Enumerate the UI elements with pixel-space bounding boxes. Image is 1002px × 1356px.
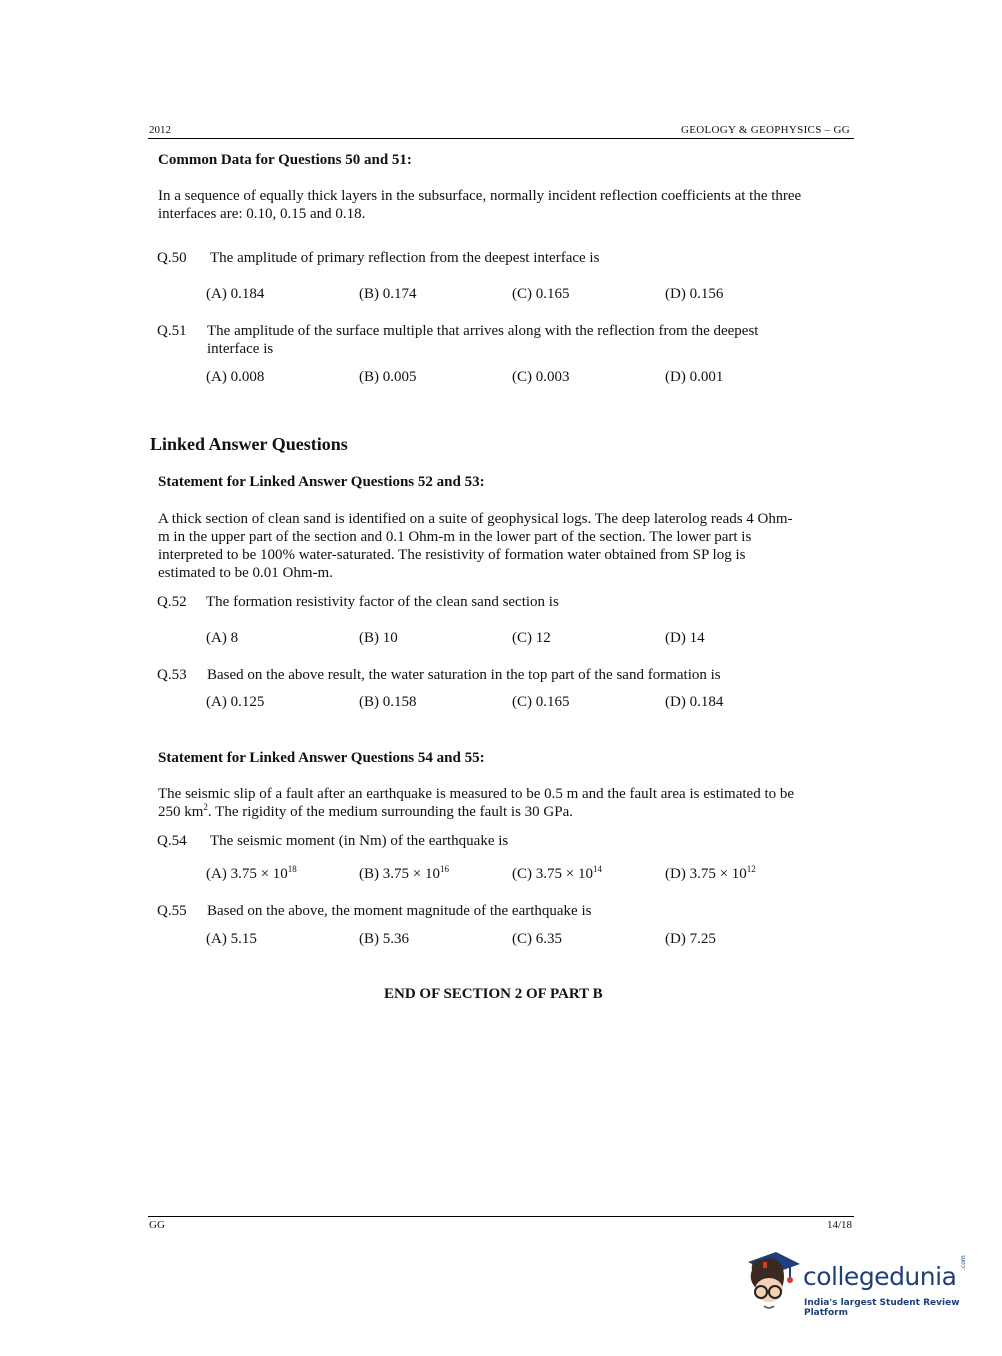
q53-option-d: (D) 0.184 [665, 694, 724, 710]
q54-option-d [665, 866, 756, 883]
q55-text: Based on the above, the moment magnitude of the earthquake is [207, 903, 592, 919]
common-data-line2: interfaces are: 0.10, 0.15 and 0.18. [158, 206, 366, 222]
q50-text: The amplitude of primary reflection from the deepest interface is [210, 250, 600, 266]
q50-number: Q.50 [157, 250, 187, 266]
q50-option-a: (A) 0.184 [206, 286, 265, 302]
logo-suffix: .com [960, 1255, 967, 1270]
q50-option-d: (D) 0.156 [665, 286, 724, 302]
footer-code: GG [149, 1219, 165, 1231]
q52-option-b: (B) 10 [359, 630, 398, 646]
q53-option-b: (B) 0.158 [359, 694, 417, 710]
q55-option-a: (A) 5.15 [206, 931, 257, 947]
line2-part-a: 250 km [158, 804, 204, 820]
q50-option-c: (C) 0.165 [512, 286, 570, 302]
q54-option-a-base: (A) 3.75 × 10 [206, 866, 288, 882]
statement-52-53-line3: interpreted to be 100% water-saturated. The resistivity of formation water obtained from SP log is [158, 547, 746, 563]
common-data-line1: In a sequence of equally thick layers in the subsurface, normally incident reflection coefficients at the three [158, 188, 802, 204]
superscript-2: 2 [203, 802, 208, 812]
q52-text: The formation resistivity factor of the clean sand section is [206, 594, 559, 610]
q51-line1: The amplitude of the surface multiple that arrives along with the reflection from the deepest [207, 323, 759, 339]
header-rule [148, 138, 854, 139]
statement-54-55-line2 [158, 803, 573, 821]
q51-line2: interface is [207, 341, 274, 357]
q51-option-c: (C) 0.003 [512, 369, 570, 385]
q53-number: Q.53 [157, 667, 187, 683]
logo-tagline: India's largest Student Review Platform [804, 1298, 960, 1318]
q55-option-d: (D) 7.25 [665, 931, 716, 947]
common-data-title: Common Data for Questions 50 and 51: [158, 152, 412, 168]
statement-52-53-line1: A thick section of clean sand is identified on a suite of geophysical logs. The deep laterolog reads 4 Ohm- [158, 511, 793, 527]
q53-option-a: (A) 0.125 [206, 694, 265, 710]
q50-option-b: (B) 0.174 [359, 286, 417, 302]
q53-option-c: (C) 0.165 [512, 694, 570, 710]
q54-option-b-base: (B) 3.75 × 10 [359, 866, 440, 882]
statement-54-55-title: Statement for Linked Answer Questions 54 and 55: [158, 750, 485, 766]
q53-text: Based on the above result, the water saturation in the top part of the sand formation is [207, 667, 721, 683]
q51-number: Q.51 [157, 323, 187, 339]
q54-option-c-exp: 14 [592, 864, 602, 874]
q51-option-d: (D) 0.001 [665, 369, 724, 385]
collegedunia-mascot-icon [742, 1248, 804, 1310]
q54-option-a [206, 866, 297, 883]
q55-number: Q.55 [157, 903, 187, 919]
linked-answer-heading: Linked Answer Questions [150, 434, 348, 454]
q54-option-d-exp: 12 [746, 864, 756, 874]
header-subject: GEOLOGY & GEOPHYSICS – GG [680, 124, 850, 136]
q52-option-c: (C) 12 [512, 630, 551, 646]
statement-52-53-line2: m in the upper part of the section and 0.1 Ohm-m in the lower part of the section. The lower part is [158, 529, 752, 545]
q54-option-a-exp: 18 [287, 864, 297, 874]
q55-option-c: (C) 6.35 [512, 931, 562, 947]
q54-option-d-base: (D) 3.75 × 10 [665, 866, 747, 882]
footer-page: 14/18 [826, 1219, 852, 1231]
logo-wordmark: collegedunia [803, 1262, 957, 1291]
q52-number: Q.52 [157, 594, 187, 610]
q54-option-c [512, 866, 602, 883]
footer-rule [148, 1216, 854, 1217]
q54-text: The seismic moment (in Nm) of the earthquake is [210, 833, 509, 849]
end-of-section: END OF SECTION 2 OF PART B [384, 986, 603, 1002]
q54-option-b-exp: 16 [439, 864, 449, 874]
q51-option-a: (A) 0.008 [206, 369, 265, 385]
statement-52-53-title: Statement for Linked Answer Questions 52 and 53: [158, 474, 485, 490]
q51-option-b: (B) 0.005 [359, 369, 417, 385]
q54-option-c-base: (C) 3.75 × 10 [512, 866, 593, 882]
statement-52-53-line4: estimated to be 0.01 Ohm-m. [158, 565, 333, 581]
line2-part-b: . The rigidity of the medium surrounding the fault is 30 GPa. [207, 804, 574, 820]
statement-54-55-line1: The seismic slip of a fault after an earthquake is measured to be 0.5 m and the fault area is estimated to be [158, 786, 795, 802]
q55-option-b: (B) 5.36 [359, 931, 409, 947]
q52-option-a: (A) 8 [206, 630, 239, 646]
q54-number: Q.54 [157, 833, 187, 849]
q52-option-d: (D) 14 [665, 630, 705, 646]
q54-option-b [359, 866, 449, 883]
header-year: 2012 [149, 124, 171, 136]
